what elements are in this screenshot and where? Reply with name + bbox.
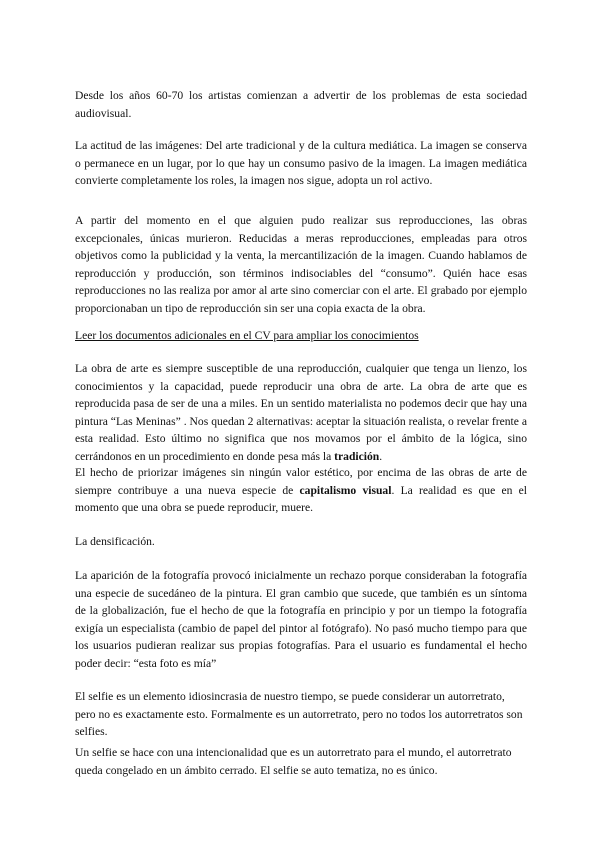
paragraph-reproducciones: A partir del momento en el que alguien pudo realizar sus reproducciones, las obras excepcionales, únicas murieron. Reducidas a meras reproducciones, empleadas para otros objetivos como la publicidad y la venta, la mercantilización de la imagen. Cuando hablamos de reproducción y producción, son términos indisociables del “consumo”. Quién hace esas reproducciones no las realiza por amor al arte sino comerciar con el arte. El grabado por ejemplo proporcionaban un tipo de reproducción sin ser una copia exacta de la obra.	[75, 214, 527, 315]
additional-docs-link[interactable]: Leer los documentos adicionales en el CV para ampliar los conocimientos	[75, 329, 419, 342]
paragraph-obra-de-arte	[75, 360, 527, 466]
paragraph-selfie-intencionalidad: Un selfie se hace con una intencionalidad que es un autorretrato para el mundo, el autorretrato queda congelado en un ámbito cerrado. El selfie se auto tematiza, no es único.	[75, 746, 512, 777]
paragraph-text: El hecho de priorizar imágenes sin ningún valor estético, por encima de las obras de arte de siempre contribuye a una nueva especie de	[75, 466, 527, 497]
section-heading-densificacion: La densificación.	[75, 535, 155, 548]
bold-term-capitalismo-visual: capitalismo visual	[299, 483, 392, 497]
paragraph-fotografia: La aparición de la fotografía provocó inicialmente un rechazo porque consideraban la fotografía una especie de sucedáneo de la pintura. El gran cambio que sucede, que también es un síntoma de la globalización, fue el hecho de que la fotografía en principio y por un tiempo la fotografía exigía un especialista (cambio de papel del pintor al fotógrafo). No pasó mucho tiempo para que los usuarios pudieran realizar sus propias fotografías. Para el usuario es fundamental el hecho poder decir: “esta foto es mía”	[75, 569, 527, 670]
paragraph-intro: Desde los años 60-70 los artistas comienzan a advertir de los problemas de esta sociedad audiovisual.	[75, 89, 527, 120]
paragraph-text-end: . La realidad es que en el momento que una obra se puede reproducir, muere.	[75, 483, 527, 515]
paragraph-capitalismo-visual	[75, 464, 527, 517]
paragraph-end: .	[379, 449, 383, 463]
paragraph-text: La obra de arte es siempre susceptible de una reproducción, cualquier que tenga un lienzo, los conocimientos y la capacidad, puede reproducir una obra de arte. La obra de arte que es reproducida pasa de ser de una a miles. En un sentido materialista no podemos decir que hay una pintura “Las Meninas” . Nos quedan 2 alternativas: aceptar la situación realista, o revelar frente a esta realidad. Esto último no significa que nos movamos por el ámbito de la lógica, sino cerrándonos en un procedimiento en donde pesa más la	[75, 362, 527, 463]
paragraph-actitud-imagenes: La actitud de las imágenes: Del arte tradicional y de la cultura mediática. La imagen se conserva o permanece en un lugar, por lo que hay un consumo pasivo de la imagen. La imagen mediática convierte completamente los roles, la imagen nos sigue, adopta un rol activo.	[75, 139, 527, 188]
paragraph-selfie: El selfie es un elemento idiosincrasia de nuestro tiempo, se puede considerar un autorretrato, pero no es exactamente esto. Formalmente es un autorretrato, pero no todos los autorretratos son selfies.	[75, 690, 523, 739]
bold-term-tradicion: tradición	[334, 449, 380, 463]
